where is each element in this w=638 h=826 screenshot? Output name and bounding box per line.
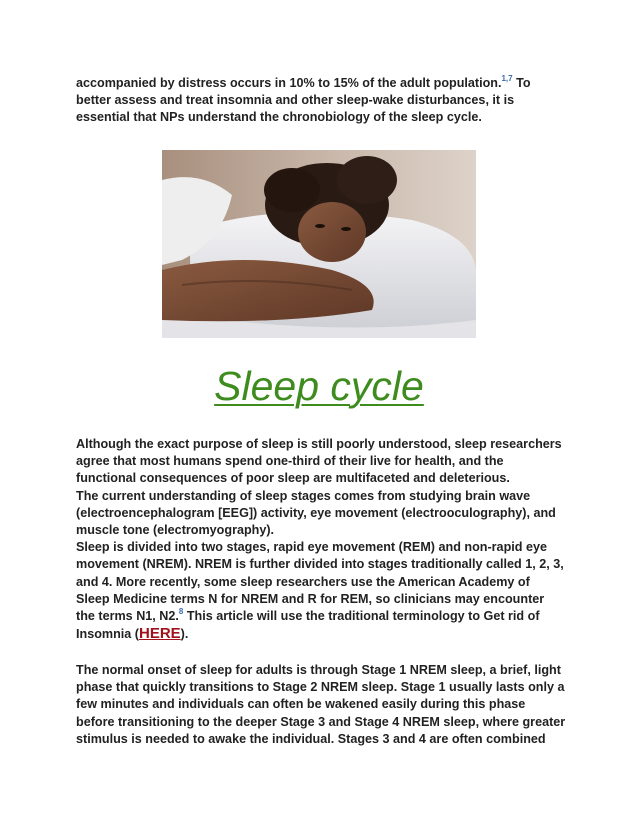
intro-paragraph <box>76 75 566 127</box>
sleeping-woman-photo <box>162 150 476 338</box>
reference-superscript: 1,7 <box>501 73 513 83</box>
stage-paragraph-text: The normal onset of sleep for adults is through Stage 1 NREM sleep, a brief, light phase that quickly transitions to Stage 2 NREM sleep. Stage 1 usually lasts only a few minutes and individuals can often be wakened easily during this phase before transitioning to the deeper Stage 3 and Stage 4 NREM sleep, where greater stimulus is needed to awake the individual. Stages 3 and 4 are often combined <box>76 663 566 746</box>
section-heading-text: Sleep cycle <box>214 363 424 409</box>
intro-text-2: To better assess and treat insomnia and other sleep-wake disturbances, it is essential that NPs understand the chronobiology of the sleep cycle. <box>76 76 531 125</box>
reference-superscript-8: 8 <box>178 606 184 616</box>
section-heading <box>0 363 638 410</box>
body-line-d: This article will use the traditional terminology to Get rid of Insomnia ( <box>76 609 540 642</box>
body-paragraph <box>76 436 566 643</box>
here-link[interactable]: HERE <box>138 625 181 643</box>
stage-paragraph <box>76 662 566 748</box>
intro-text-1: accompanied by distress occurs in 10% to 15% of the adult population. <box>76 76 502 90</box>
body-line-e: ). <box>180 627 189 642</box>
body-line-c: Sleep is divided into two stages, rapid eye movement (REM) and non-rapid eye movement (NREM). NREM is further divided into stages traditionally called 1, 2, 3, and 4. More recently, some sleep researchers use the American Academy of Sleep Medicine terms N for NREM and R for REM, so clinicians may encounter the terms N1, N2. <box>76 540 564 624</box>
body-line-a: Although the exact purpose of sleep is still poorly understood, sleep researchers agree that most humans spend one-third of their live for health, and the functional consequences of poor sleep are multifaceted and deleterious. <box>76 437 562 486</box>
body-line-b: The current understanding of sleep stages comes from studying brain wave (electroencephalogram [EEG]) activity, eye movement (electrooculography), and muscle tone (electromyography). <box>76 488 556 538</box>
